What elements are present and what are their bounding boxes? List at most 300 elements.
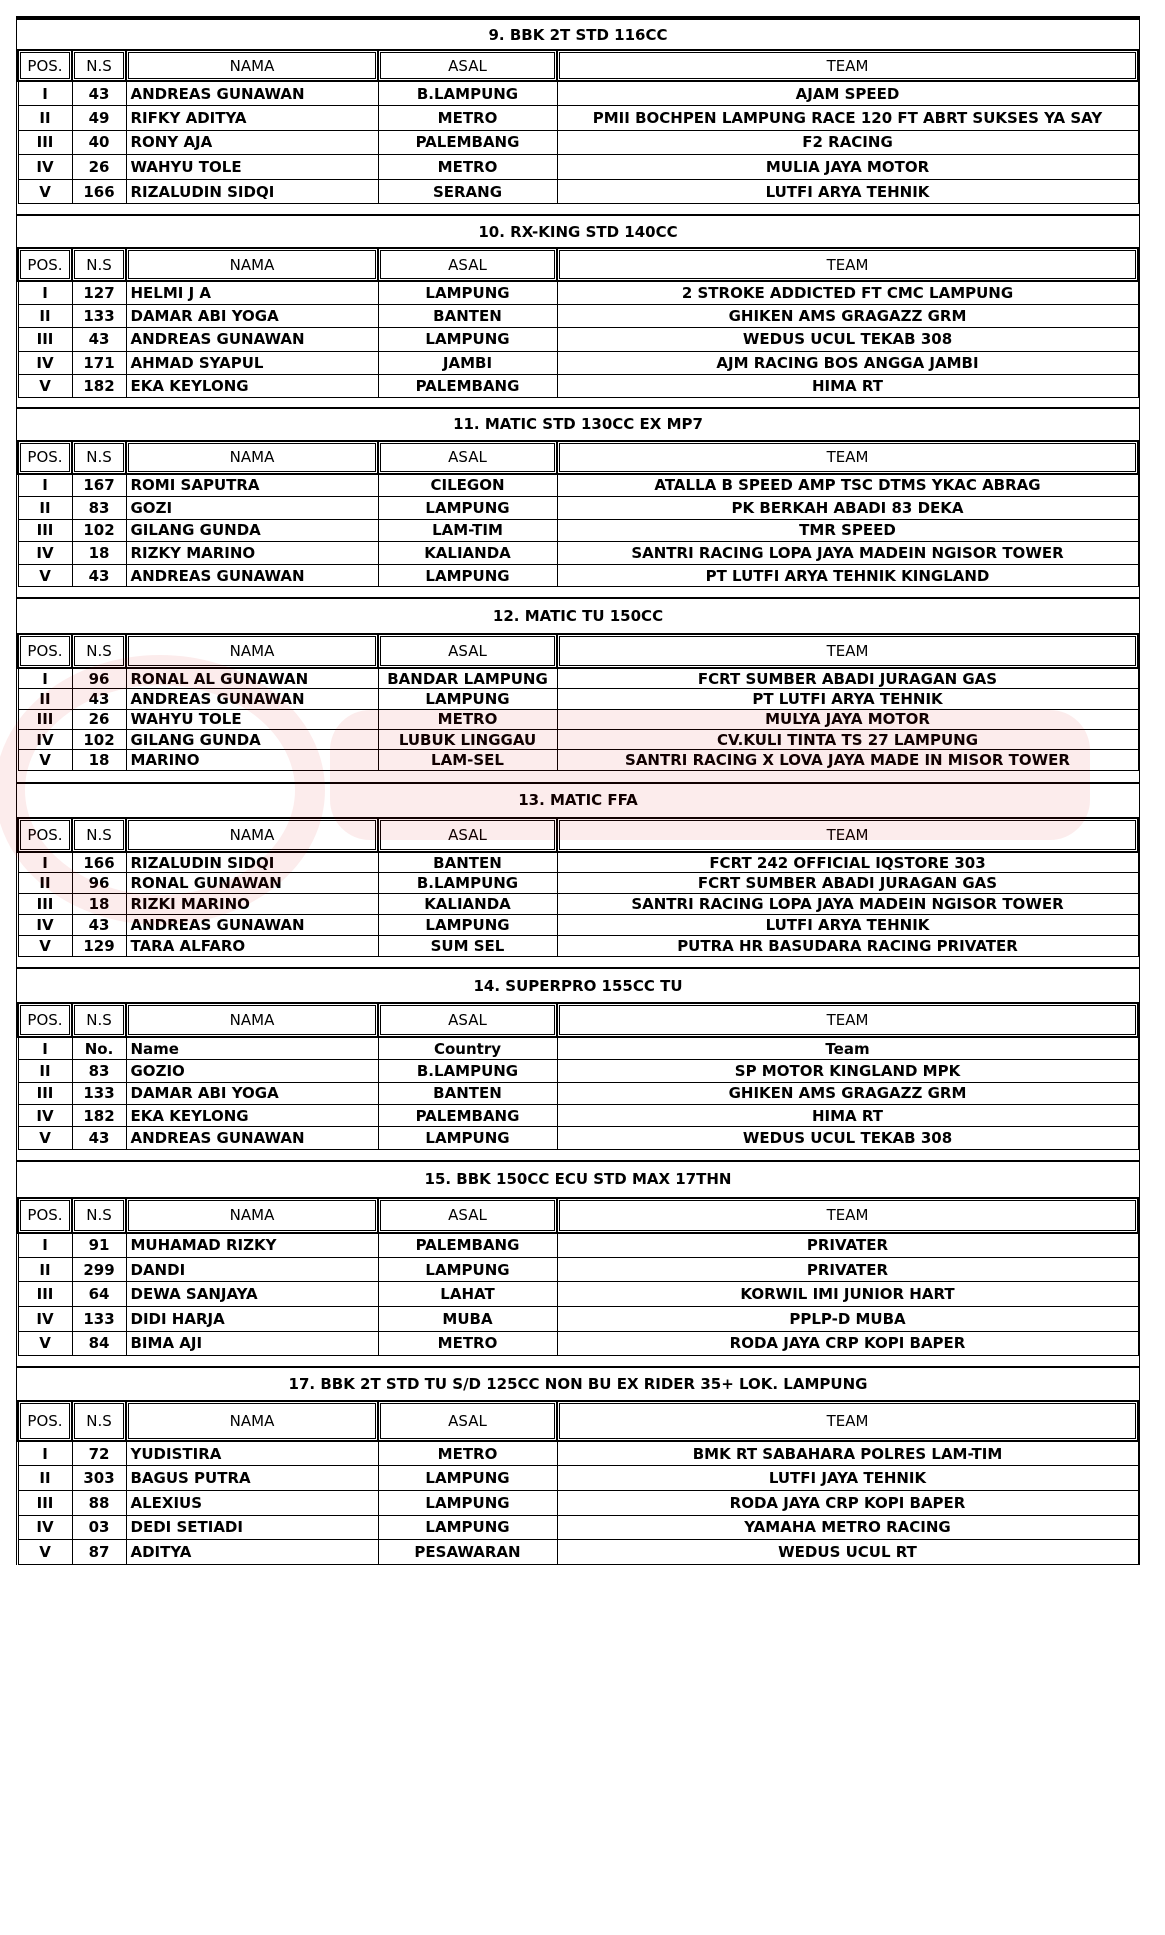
table-row (18, 474, 1138, 497)
cell-asal: LUBUK LINGGAU (378, 730, 557, 750)
cell-nama: RIZALUDIN SIDQI (126, 852, 378, 873)
cell-ns: 83 (72, 497, 126, 520)
results-table (17, 440, 1139, 587)
table-row (18, 750, 1138, 770)
cell-asal: METRO (378, 1441, 557, 1466)
cell-asal: LAM-SEL (378, 750, 557, 770)
cell-asal: LAHAT (378, 1282, 557, 1307)
column-header-team: TEAM (557, 248, 1138, 281)
cell-team: RODA JAYA CRP KOPI BAPER (557, 1490, 1138, 1515)
cell-ns: 49 (72, 106, 126, 131)
section-gap (16, 1356, 1140, 1366)
cell-nama: RONAL GUNAWAN (126, 873, 378, 894)
cell-pos: V (18, 936, 72, 957)
table-header-row (18, 1198, 1138, 1233)
table-row (18, 1037, 1138, 1059)
race-class-title: 15. BBK 150CC ECU STD MAX 17THN (17, 1160, 1139, 1197)
cell-team: AJM RACING BOS ANGGA JAMBI (557, 351, 1138, 374)
cell-ns: 83 (72, 1060, 126, 1082)
column-header-pos: POS. (18, 1003, 72, 1037)
cell-pos: IV (18, 730, 72, 750)
cell-ns: 26 (72, 709, 126, 729)
cell-ns: 87 (72, 1540, 126, 1565)
table-row (18, 936, 1138, 957)
results-table (17, 1400, 1139, 1564)
table-row (18, 1082, 1138, 1104)
cell-team: LUTFI JAYA TEHNIK (557, 1466, 1138, 1491)
table-header-row (18, 441, 1138, 474)
cell-asal: PALEMBANG (378, 374, 557, 397)
cell-asal: LAMPUNG (378, 1257, 557, 1282)
cell-pos: II (18, 1257, 72, 1282)
cell-asal: LAMPUNG (378, 281, 557, 304)
table-header-row (18, 248, 1138, 281)
cell-asal: KALIANDA (378, 542, 557, 565)
results-document (16, 0, 1140, 1565)
race-class-section (16, 18, 1140, 204)
cell-team: AJAM SPEED (557, 81, 1138, 106)
table-row (18, 1490, 1138, 1515)
cell-pos: III (18, 894, 72, 915)
cell-team: HIMA RT (557, 1105, 1138, 1127)
column-header-pos: POS. (18, 1198, 72, 1233)
cell-pos: V (18, 1540, 72, 1565)
cell-team: PT LUTFI ARYA TEHNIK (557, 689, 1138, 709)
cell-pos: I (18, 1441, 72, 1466)
table-row (18, 894, 1138, 915)
cell-asal: LAMPUNG (378, 328, 557, 351)
cell-pos: II (18, 689, 72, 709)
cell-asal: METRO (378, 709, 557, 729)
table-header-row (18, 818, 1138, 852)
cell-pos: I (18, 668, 72, 688)
race-class-section (16, 407, 1140, 587)
cell-team: RODA JAYA CRP KOPI BAPER (557, 1331, 1138, 1356)
table-row (18, 351, 1138, 374)
column-header-asal: ASAL (378, 441, 557, 474)
cell-ns: 303 (72, 1466, 126, 1491)
cell-ns: 72 (72, 1441, 126, 1466)
cell-pos: III (18, 1282, 72, 1307)
cell-nama: GILANG GUNDA (126, 519, 378, 542)
column-header-ns: N.S (72, 818, 126, 852)
cell-pos: III (18, 519, 72, 542)
table-row (18, 1307, 1138, 1332)
cell-pos: III (18, 1082, 72, 1104)
cell-team: FCRT SUMBER ABADI JURAGAN GAS (557, 873, 1138, 894)
column-header-asal: ASAL (378, 1401, 557, 1441)
cell-asal: CILEGON (378, 474, 557, 497)
column-header-ns: N.S (72, 441, 126, 474)
cell-asal: B.LAMPUNG (378, 1060, 557, 1082)
cell-team: PPLP-D MUBA (557, 1307, 1138, 1332)
column-header-asal: ASAL (378, 50, 557, 81)
cell-nama: GOZIO (126, 1060, 378, 1082)
cell-ns: 88 (72, 1490, 126, 1515)
table-row (18, 130, 1138, 155)
race-class-section (16, 1160, 1140, 1356)
cell-nama: ANDREAS GUNAWAN (126, 328, 378, 351)
cell-nama: ANDREAS GUNAWAN (126, 564, 378, 587)
race-class-section (16, 214, 1140, 397)
cell-pos: I (18, 1037, 72, 1059)
table-row (18, 374, 1138, 397)
cell-pos: IV (18, 1515, 72, 1540)
table-row (18, 689, 1138, 709)
cell-nama: BAGUS PUTRA (126, 1466, 378, 1491)
cell-ns: 84 (72, 1331, 126, 1356)
cell-team: FCRT 242 OFFICIAL IQSTORE 303 (557, 852, 1138, 873)
cell-pos: V (18, 1127, 72, 1149)
race-class-title: 10. RX-KING STD 140CC (17, 214, 1139, 247)
column-header-ns: N.S (72, 634, 126, 668)
cell-nama: ADITYA (126, 1540, 378, 1565)
cell-nama: RIZALUDIN SIDQI (126, 179, 378, 204)
table-header-row (18, 1003, 1138, 1037)
cell-ns: 18 (72, 542, 126, 565)
table-row (18, 519, 1138, 542)
cell-team: GHIKEN AMS GRAGAZZ GRM (557, 305, 1138, 328)
cell-asal: B.LAMPUNG (378, 873, 557, 894)
cell-nama: TARA ALFARO (126, 936, 378, 957)
cell-ns: 43 (72, 915, 126, 936)
cell-team: Team (557, 1037, 1138, 1059)
cell-pos: II (18, 1060, 72, 1082)
column-header-nama: NAMA (126, 634, 378, 668)
column-header-nama: NAMA (126, 50, 378, 81)
table-row (18, 852, 1138, 873)
cell-ns: 171 (72, 351, 126, 374)
column-header-team: TEAM (557, 1003, 1138, 1037)
cell-asal: PALEMBANG (378, 1105, 557, 1127)
table-row (18, 81, 1138, 106)
cell-asal: LAMPUNG (378, 1466, 557, 1491)
cell-nama: DIDI HARJA (126, 1307, 378, 1332)
cell-ns: 03 (72, 1515, 126, 1540)
cell-nama: DAMAR ABI YOGA (126, 305, 378, 328)
column-header-team: TEAM (557, 818, 1138, 852)
cell-team: SANTRI RACING LOPA JAYA MADEIN NGISOR TOWER (557, 894, 1138, 915)
cell-asal: MUBA (378, 1307, 557, 1332)
cell-team: ATALLA B SPEED AMP TSC DTMS YKAC ABRAG (557, 474, 1138, 497)
cell-pos: IV (18, 915, 72, 936)
cell-pos: II (18, 106, 72, 131)
cell-pos: V (18, 374, 72, 397)
table-row (18, 1105, 1138, 1127)
table-row (18, 873, 1138, 894)
cell-ns: 64 (72, 1282, 126, 1307)
cell-asal: LAMPUNG (378, 915, 557, 936)
column-header-asal: ASAL (378, 1198, 557, 1233)
table-header-row (18, 634, 1138, 668)
column-header-ns: N.S (72, 1401, 126, 1441)
results-table (17, 49, 1139, 204)
table-row (18, 730, 1138, 750)
cell-ns: 133 (72, 1307, 126, 1332)
cell-ns: 18 (72, 750, 126, 770)
cell-team: WEDUS UCUL TEKAB 308 (557, 328, 1138, 351)
cell-pos: I (18, 81, 72, 106)
cell-team: TMR SPEED (557, 519, 1138, 542)
cell-nama: RONY AJA (126, 130, 378, 155)
cell-asal: LAMPUNG (378, 564, 557, 587)
cell-nama: ANDREAS GUNAWAN (126, 915, 378, 936)
column-header-ns: N.S (72, 1003, 126, 1037)
cell-pos: II (18, 497, 72, 520)
cell-asal: PALEMBANG (378, 130, 557, 155)
column-header-pos: POS. (18, 634, 72, 668)
cell-pos: III (18, 709, 72, 729)
table-row (18, 1233, 1138, 1258)
table-row (18, 1466, 1138, 1491)
cell-asal: METRO (378, 155, 557, 180)
table-row (18, 281, 1138, 304)
cell-team: PT LUTFI ARYA TEHNIK KINGLAND (557, 564, 1138, 587)
results-table (17, 1002, 1139, 1149)
cell-team: LUTFI ARYA TEHNIK (557, 179, 1138, 204)
cell-pos: II (18, 1466, 72, 1491)
cell-asal: LAMPUNG (378, 1127, 557, 1149)
column-header-nama: NAMA (126, 248, 378, 281)
cell-ns: No. (72, 1037, 126, 1059)
results-table (17, 633, 1139, 770)
table-row (18, 106, 1138, 131)
column-header-asal: ASAL (378, 248, 557, 281)
cell-team: MULYA JAYA MOTOR (557, 709, 1138, 729)
cell-pos: III (18, 328, 72, 351)
results-table (17, 1197, 1139, 1356)
table-row (18, 1060, 1138, 1082)
cell-team: PRIVATER (557, 1233, 1138, 1258)
cell-nama: DEDI SETIADI (126, 1515, 378, 1540)
cell-nama: WAHYU TOLE (126, 709, 378, 729)
cell-ns: 129 (72, 936, 126, 957)
cell-ns: 166 (72, 852, 126, 873)
cell-team: SANTRI RACING LOPA JAYA MADEIN NGISOR TOWER (557, 542, 1138, 565)
cell-pos: IV (18, 1105, 72, 1127)
cell-asal: B.LAMPUNG (378, 81, 557, 106)
cell-nama: DANDI (126, 1257, 378, 1282)
cell-ns: 43 (72, 564, 126, 587)
column-header-team: TEAM (557, 1401, 1138, 1441)
cell-team: PK BERKAH ABADI 83 DEKA (557, 497, 1138, 520)
race-class-title: 14. SUPERPRO 155CC TU (17, 967, 1139, 1002)
table-row (18, 542, 1138, 565)
cell-pos: I (18, 281, 72, 304)
race-class-title: 17. BBK 2T STD TU S/D 125CC NON BU EX RIDER 35+ LOK. LAMPUNG (17, 1366, 1139, 1400)
column-header-pos: POS. (18, 1401, 72, 1441)
cell-nama: WAHYU TOLE (126, 155, 378, 180)
cell-nama: EKA KEYLONG (126, 1105, 378, 1127)
cell-nama: GILANG GUNDA (126, 730, 378, 750)
table-header-row (18, 1401, 1138, 1441)
race-class-title: 12. MATIC TU 150CC (17, 597, 1139, 633)
column-header-nama: NAMA (126, 441, 378, 474)
race-class-title: 13. MATIC FFA (17, 782, 1139, 817)
column-header-ns: N.S (72, 248, 126, 281)
cell-team: GHIKEN AMS GRAGAZZ GRM (557, 1082, 1138, 1104)
cell-nama: EKA KEYLONG (126, 374, 378, 397)
table-row (18, 915, 1138, 936)
cell-nama: BIMA AJI (126, 1331, 378, 1356)
cell-team: SANTRI RACING X LOVA JAYA MADE IN MISOR TOWER (557, 750, 1138, 770)
cell-team: F2 RACING (557, 130, 1138, 155)
cell-ns: 96 (72, 873, 126, 894)
cell-pos: III (18, 130, 72, 155)
cell-asal: LAMPUNG (378, 689, 557, 709)
cell-nama: RIFKY ADITYA (126, 106, 378, 131)
cell-ns: 167 (72, 474, 126, 497)
cell-nama: RIZKY MARINO (126, 542, 378, 565)
cell-team: PRIVATER (557, 1257, 1138, 1282)
cell-asal: LAMPUNG (378, 1490, 557, 1515)
cell-pos: V (18, 1331, 72, 1356)
cell-pos: I (18, 852, 72, 873)
column-header-asal: ASAL (378, 634, 557, 668)
section-gap (16, 398, 1140, 407)
race-class-section (16, 1366, 1140, 1564)
cell-asal: Country (378, 1037, 557, 1059)
cell-pos: IV (18, 542, 72, 565)
cell-ns: 133 (72, 1082, 126, 1104)
column-header-pos: POS. (18, 818, 72, 852)
cell-ns: 43 (72, 1127, 126, 1149)
cell-nama: MUHAMAD RIZKY (126, 1233, 378, 1258)
cell-pos: III (18, 1490, 72, 1515)
cell-nama: GOZI (126, 497, 378, 520)
cell-pos: I (18, 1233, 72, 1258)
column-header-ns: N.S (72, 1198, 126, 1233)
cell-pos: V (18, 750, 72, 770)
cell-asal: LAM-TIM (378, 519, 557, 542)
cell-pos: IV (18, 155, 72, 180)
cell-nama: HELMI J A (126, 281, 378, 304)
table-row (18, 1540, 1138, 1565)
section-gap (16, 957, 1140, 967)
cell-ns: 96 (72, 668, 126, 688)
race-class-section (16, 597, 1140, 770)
cell-asal: PALEMBANG (378, 1233, 557, 1258)
column-header-asal: ASAL (378, 818, 557, 852)
cell-nama: RIZKI MARINO (126, 894, 378, 915)
cell-team: SP MOTOR KINGLAND MPK (557, 1060, 1138, 1082)
cell-pos: II (18, 873, 72, 894)
cell-asal: BANTEN (378, 852, 557, 873)
cell-nama: ANDREAS GUNAWAN (126, 689, 378, 709)
cell-nama: Name (126, 1037, 378, 1059)
cell-pos: V (18, 564, 72, 587)
cell-asal: SERANG (378, 179, 557, 204)
table-row (18, 1257, 1138, 1282)
cell-ns: 127 (72, 281, 126, 304)
cell-ns: 166 (72, 179, 126, 204)
cell-team: PMII BOCHPEN LAMPUNG RACE 120 FT ABRT SUKSES YA SAY (557, 106, 1138, 131)
cell-ns: 182 (72, 1105, 126, 1127)
cell-ns: 40 (72, 130, 126, 155)
cell-nama: ALEXIUS (126, 1490, 378, 1515)
cell-asal: JAMBI (378, 351, 557, 374)
table-row (18, 709, 1138, 729)
column-header-pos: POS. (18, 50, 72, 81)
cell-asal: METRO (378, 1331, 557, 1356)
cell-pos: I (18, 474, 72, 497)
cell-nama: ANDREAS GUNAWAN (126, 1127, 378, 1149)
cell-nama: AHMAD SYAPUL (126, 351, 378, 374)
table-row (18, 668, 1138, 688)
table-header-row (18, 50, 1138, 81)
cell-pos: IV (18, 1307, 72, 1332)
cell-team: WEDUS UCUL TEKAB 308 (557, 1127, 1138, 1149)
race-class-title: 11. MATIC STD 130CC EX MP7 (17, 407, 1139, 440)
race-class-title: 9. BBK 2T STD 116CC (17, 18, 1139, 49)
table-row (18, 305, 1138, 328)
column-header-team: TEAM (557, 441, 1138, 474)
cell-ns: 182 (72, 374, 126, 397)
race-class-section (16, 782, 1140, 958)
cell-asal: KALIANDA (378, 894, 557, 915)
race-class-section (16, 967, 1140, 1149)
table-row (18, 155, 1138, 180)
column-header-team: TEAM (557, 1198, 1138, 1233)
cell-nama: RONAL AL GUNAWAN (126, 668, 378, 688)
table-row (18, 1127, 1138, 1149)
cell-team: YAMAHA METRO RACING (557, 1515, 1138, 1540)
table-row (18, 328, 1138, 351)
cell-team: CV.KULI TINTA TS 27 LAMPUNG (557, 730, 1138, 750)
cell-nama: MARINO (126, 750, 378, 770)
column-header-asal: ASAL (378, 1003, 557, 1037)
column-header-ns: N.S (72, 50, 126, 81)
cell-pos: V (18, 179, 72, 204)
cell-ns: 133 (72, 305, 126, 328)
results-table (17, 817, 1139, 958)
cell-ns: 43 (72, 81, 126, 106)
cell-asal: BANDAR LAMPUNG (378, 668, 557, 688)
cell-team: PUTRA HR BASUDARA RACING PRIVATER (557, 936, 1138, 957)
cell-asal: METRO (378, 106, 557, 131)
cell-asal: BANTEN (378, 305, 557, 328)
table-row (18, 1282, 1138, 1307)
column-header-nama: NAMA (126, 1401, 378, 1441)
cell-ns: 299 (72, 1257, 126, 1282)
cell-ns: 26 (72, 155, 126, 180)
cell-pos: IV (18, 351, 72, 374)
column-header-team: TEAM (557, 634, 1138, 668)
cell-team: BMK RT SABAHARA POLRES LAM-TIM (557, 1441, 1138, 1466)
race-results (16, 18, 1140, 1565)
table-row (18, 1515, 1138, 1540)
section-gap (16, 587, 1140, 597)
cell-team: HIMA RT (557, 374, 1138, 397)
column-header-team: TEAM (557, 50, 1138, 81)
section-gap (16, 204, 1140, 214)
cell-asal: BANTEN (378, 1082, 557, 1104)
table-row (18, 1331, 1138, 1356)
cell-team: FCRT SUMBER ABADI JURAGAN GAS (557, 668, 1138, 688)
column-header-pos: POS. (18, 441, 72, 474)
cell-nama: ROMI SAPUTRA (126, 474, 378, 497)
table-row (18, 1441, 1138, 1466)
table-row (18, 179, 1138, 204)
cell-pos: II (18, 305, 72, 328)
cell-nama: ANDREAS GUNAWAN (126, 81, 378, 106)
section-gap (16, 1150, 1140, 1160)
column-header-pos: POS. (18, 248, 72, 281)
column-header-nama: NAMA (126, 1003, 378, 1037)
cell-team: 2 STROKE ADDICTED FT CMC LAMPUNG (557, 281, 1138, 304)
cell-ns: 43 (72, 689, 126, 709)
cell-nama: DAMAR ABI YOGA (126, 1082, 378, 1104)
